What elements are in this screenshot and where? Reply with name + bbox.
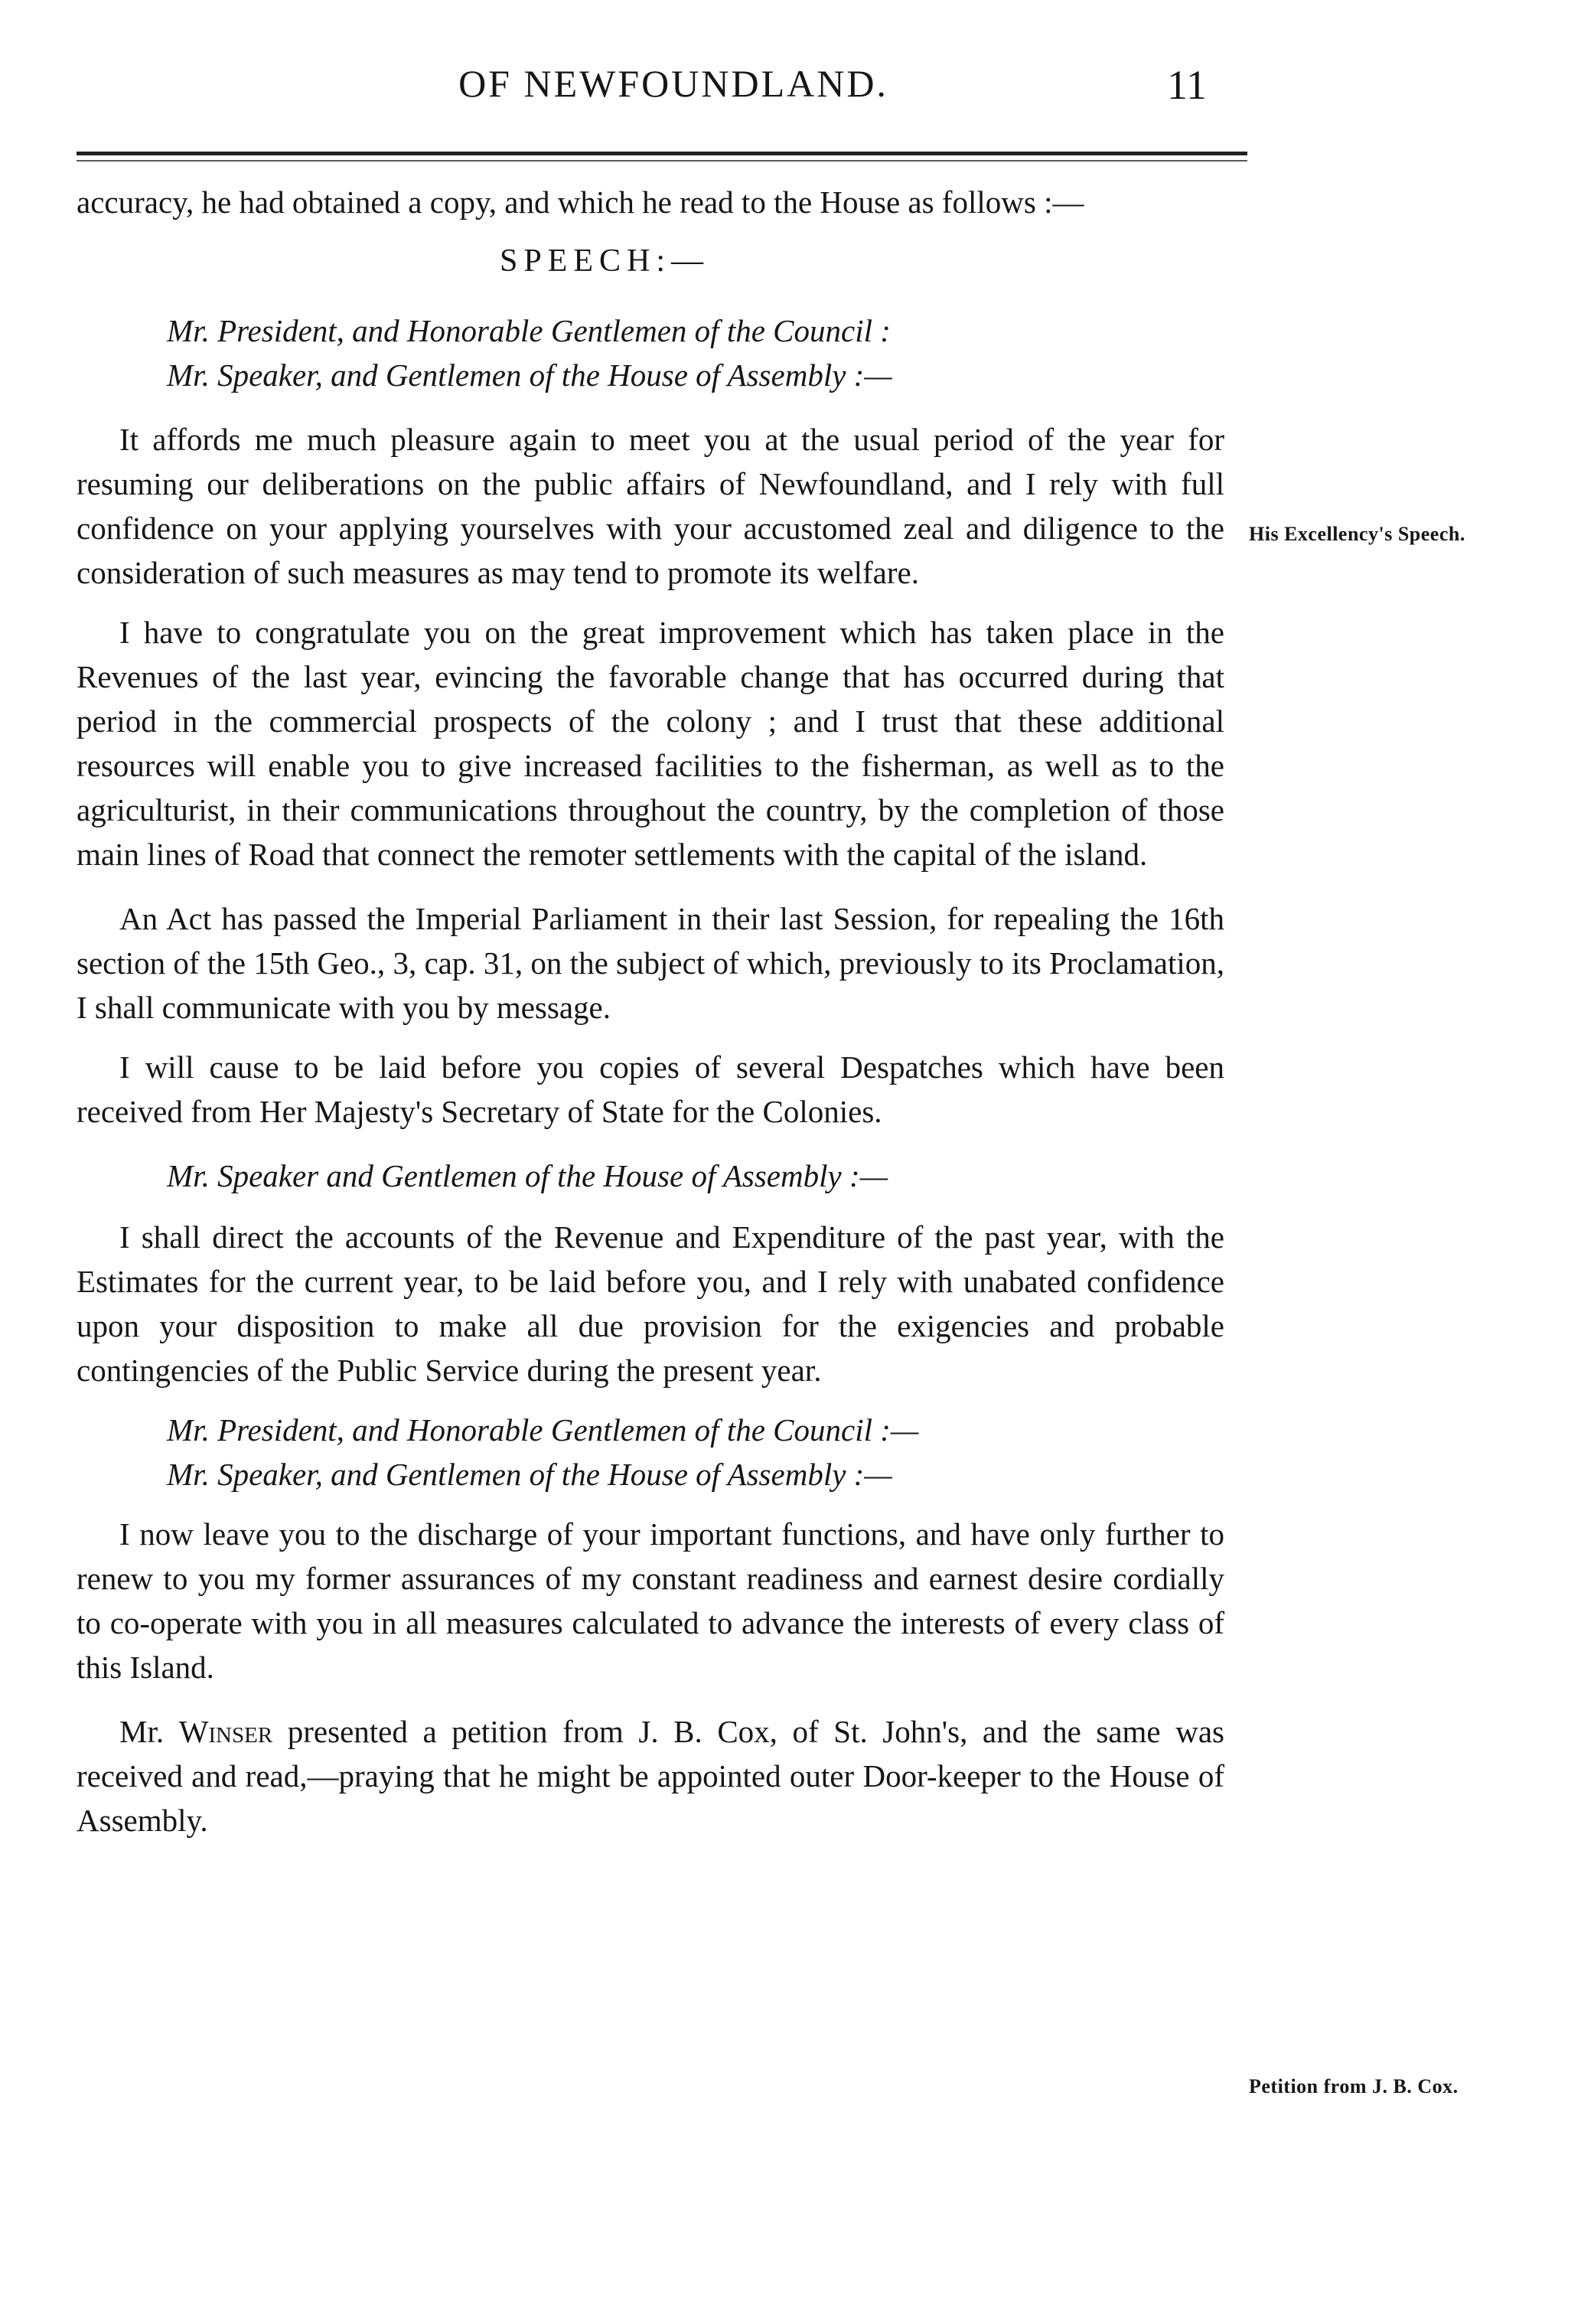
petition-text: presented a petition from J. B. Cox, of St. John's, and the same was received and read,—praying that he might be appointed outer Door-keeper to the House of Assembly. — [77, 1714, 1224, 1838]
body-text — [77, 180, 1224, 1843]
speech-paragraph: It affords me much pleasure again to meet you at the usual period of the year for resuming our deliberations on the public affairs of Newfoundland, and I rely with full confidence on your applying yourselves with your accustomed zeal and diligence to the consideration of such measures as may tend to promote its welfare. — [77, 422, 1224, 590]
speech-paragraph: I have to congratulate you on the great improvement which has taken place in the Revenues of the last year, evincing the favorable change that has occurred during that period in the commercial prospects of the colony ; and I trust that these additional resources will enable you to give increased facilities to the fisherman, as well as to the agriculturist, in their communications throughout the country, by the completion of those main lines of Road that connect the remoter settlements with the capital of the island. — [77, 615, 1224, 872]
running-title: OF NEWFOUNDLAND. — [458, 62, 888, 105]
speech-paragraph: I shall direct the accounts of the Revenue and Expenditure of the past year, with the Estimates for the current year, to be laid before you, and I rely with unabated confidence upon your disposition to make all due provision for the exigencies and probable contingencies of the Public Service during the present year. — [77, 1219, 1224, 1388]
address-line: Mr. Speaker, and Gentlemen of the House of Assembly :— — [167, 1457, 892, 1492]
address-line: Mr. Speaker and Gentlemen of the House of Assembly :— — [167, 1158, 888, 1193]
address-line: Mr. President, and Honorable Gentlemen of the Council : — [167, 313, 891, 348]
page-number: 11 — [1167, 62, 1207, 108]
margin-note-speech: His Excellency's Speech. — [1249, 523, 1465, 545]
margin-note-petition: Petition from J. B. Cox. — [1249, 2075, 1459, 2097]
speech-heading: SPEECH:— — [499, 243, 710, 279]
address-line: Mr. Speaker, and Gentlemen of the House of Assembly :— — [167, 357, 892, 393]
speech-paragraph: I will cause to be laid before you copies of several Despatches which have been received from Her Majesty's Secretary of State for the Colonies. — [77, 1049, 1224, 1129]
header-rule-thin — [77, 160, 1247, 162]
petition-prefix: Mr. — [119, 1714, 179, 1749]
member-name: Winser — [178, 1714, 273, 1749]
address-line: Mr. President, and Honorable Gentlemen of the Council :— — [167, 1412, 919, 1448]
speech-paragraph: An Act has passed the Imperial Parliament in their last Session, for repealing the 16th section of the 15th Geo., 3, cap. 31, on the subject of which, previously to its Proclamation, I shall communicate with you by message. — [77, 901, 1224, 1025]
running-head — [0, 61, 1594, 122]
speech-paragraph: I now leave you to the discharge of your important functions, and have only further to renew to you my former assurances of my constant readiness and earnest desire cordially to co-operate with you in all measures calculated to advance the interests of every class of this Island. — [77, 1516, 1224, 1685]
header-rule-thick — [77, 152, 1247, 155]
intro-paragraph: accuracy, he had obtained a copy, and which he read to the House as follows :— — [77, 184, 1084, 220]
petition-paragraph — [77, 1709, 1224, 1843]
